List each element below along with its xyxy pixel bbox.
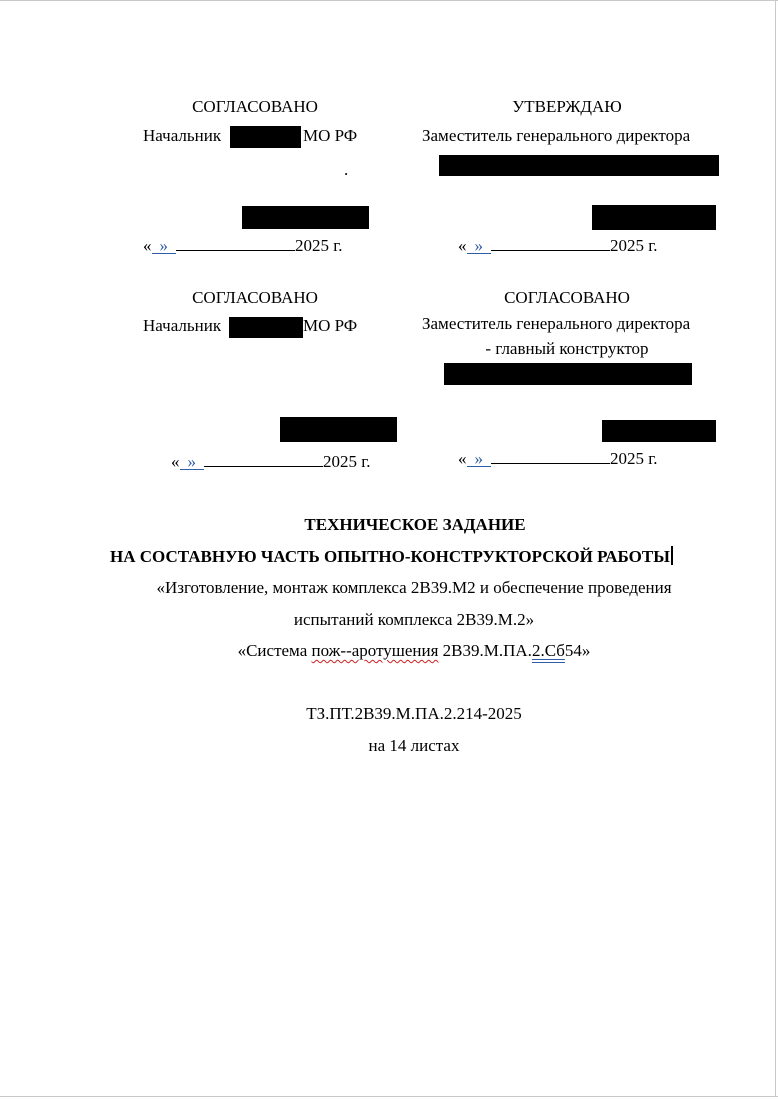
redacted-signature — [592, 205, 716, 230]
page-top-edge — [0, 0, 778, 1]
approval-date-3 — [171, 451, 371, 472]
page-bottom-edge — [0, 1096, 778, 1097]
system-suffix: 54» — [564, 641, 591, 660]
approval-date-2 — [458, 235, 658, 256]
redacted-name — [230, 126, 301, 148]
redacted-signature — [242, 206, 369, 229]
subject-line-2: испытаний комплекса 2В39.М.2» — [293, 610, 535, 629]
date-open-quote: « — [171, 452, 180, 471]
date-day-field[interactable]: » — [180, 454, 205, 470]
approval-title-4-line2: - главный конструктор — [485, 339, 649, 358]
grammar-marked-text[interactable]: 2.Сб — [531, 641, 565, 660]
document-subtitle-text: НА СОСТАВНУЮ ЧАСТЬ ОПЫТНО-КОНСТРУКТОРСКОЙ РАБОТЫ — [110, 547, 670, 566]
title-prefix: Начальник — [143, 316, 222, 335]
date-year: 2025 г. — [610, 236, 658, 255]
date-day-field[interactable]: » — [467, 451, 492, 467]
date-year: 2025 г. — [295, 236, 343, 255]
title-suffix: МО РФ — [303, 126, 358, 145]
approval-date-4 — [458, 448, 658, 469]
approval-heading-2: УТВЕРЖДАЮ — [512, 97, 622, 116]
title-prefix: Начальник — [143, 126, 222, 145]
date-open-quote: « — [458, 449, 467, 468]
date-open-quote: « — [458, 236, 467, 255]
date-month-blank[interactable] — [491, 235, 610, 251]
date-day-field[interactable]: » — [467, 238, 492, 254]
approval-title-1 — [143, 126, 221, 146]
document-title: ТЕХНИЧЕСКОЕ ЗАДАНИЕ — [304, 515, 526, 534]
redacted-name — [439, 155, 719, 176]
system-prefix: «Система — [237, 641, 312, 660]
date-open-quote: « — [143, 236, 152, 255]
approval-heading-4: СОГЛАСОВАНО — [504, 288, 630, 307]
title-suffix: МО РФ — [303, 316, 358, 335]
date-year: 2025 г. — [610, 449, 658, 468]
redacted-name — [444, 363, 692, 385]
approval-title-2: Заместитель генерального директора — [422, 126, 691, 145]
subject-line-1: «Изготовление, монтаж комплекса 2В39.М2 и обеспечение проведения — [156, 578, 672, 597]
page-right-edge — [775, 0, 776, 1097]
date-month-blank[interactable] — [204, 451, 323, 467]
text-cursor — [671, 546, 673, 565]
document-subtitle — [110, 546, 673, 567]
approval-title-3 — [143, 316, 221, 336]
spelling-error-word[interactable]: пож--аротушения — [311, 641, 439, 660]
document-code: ТЗ.ПТ.2В39.М.ПА.2.214-2025 — [306, 704, 522, 723]
system-name — [0, 641, 778, 661]
redacted-signature — [280, 417, 397, 442]
date-month-blank[interactable] — [491, 448, 610, 464]
approval-heading-3: СОГЛАСОВАНО — [192, 288, 318, 307]
date-month-blank[interactable] — [176, 235, 295, 251]
sheet-count: на 14 листах — [368, 736, 460, 755]
approval-date-1 — [143, 235, 343, 256]
date-year: 2025 г. — [323, 452, 371, 471]
stray-dot: . — [344, 160, 349, 179]
redacted-signature — [602, 420, 716, 442]
approval-heading-1: СОГЛАСОВАНО — [192, 97, 318, 116]
date-day-field[interactable]: » — [152, 238, 177, 254]
approval-title-4: Заместитель генерального директора — [422, 314, 691, 333]
redacted-name — [229, 317, 303, 338]
system-mid: 2В39.М.ПА. — [438, 641, 532, 660]
